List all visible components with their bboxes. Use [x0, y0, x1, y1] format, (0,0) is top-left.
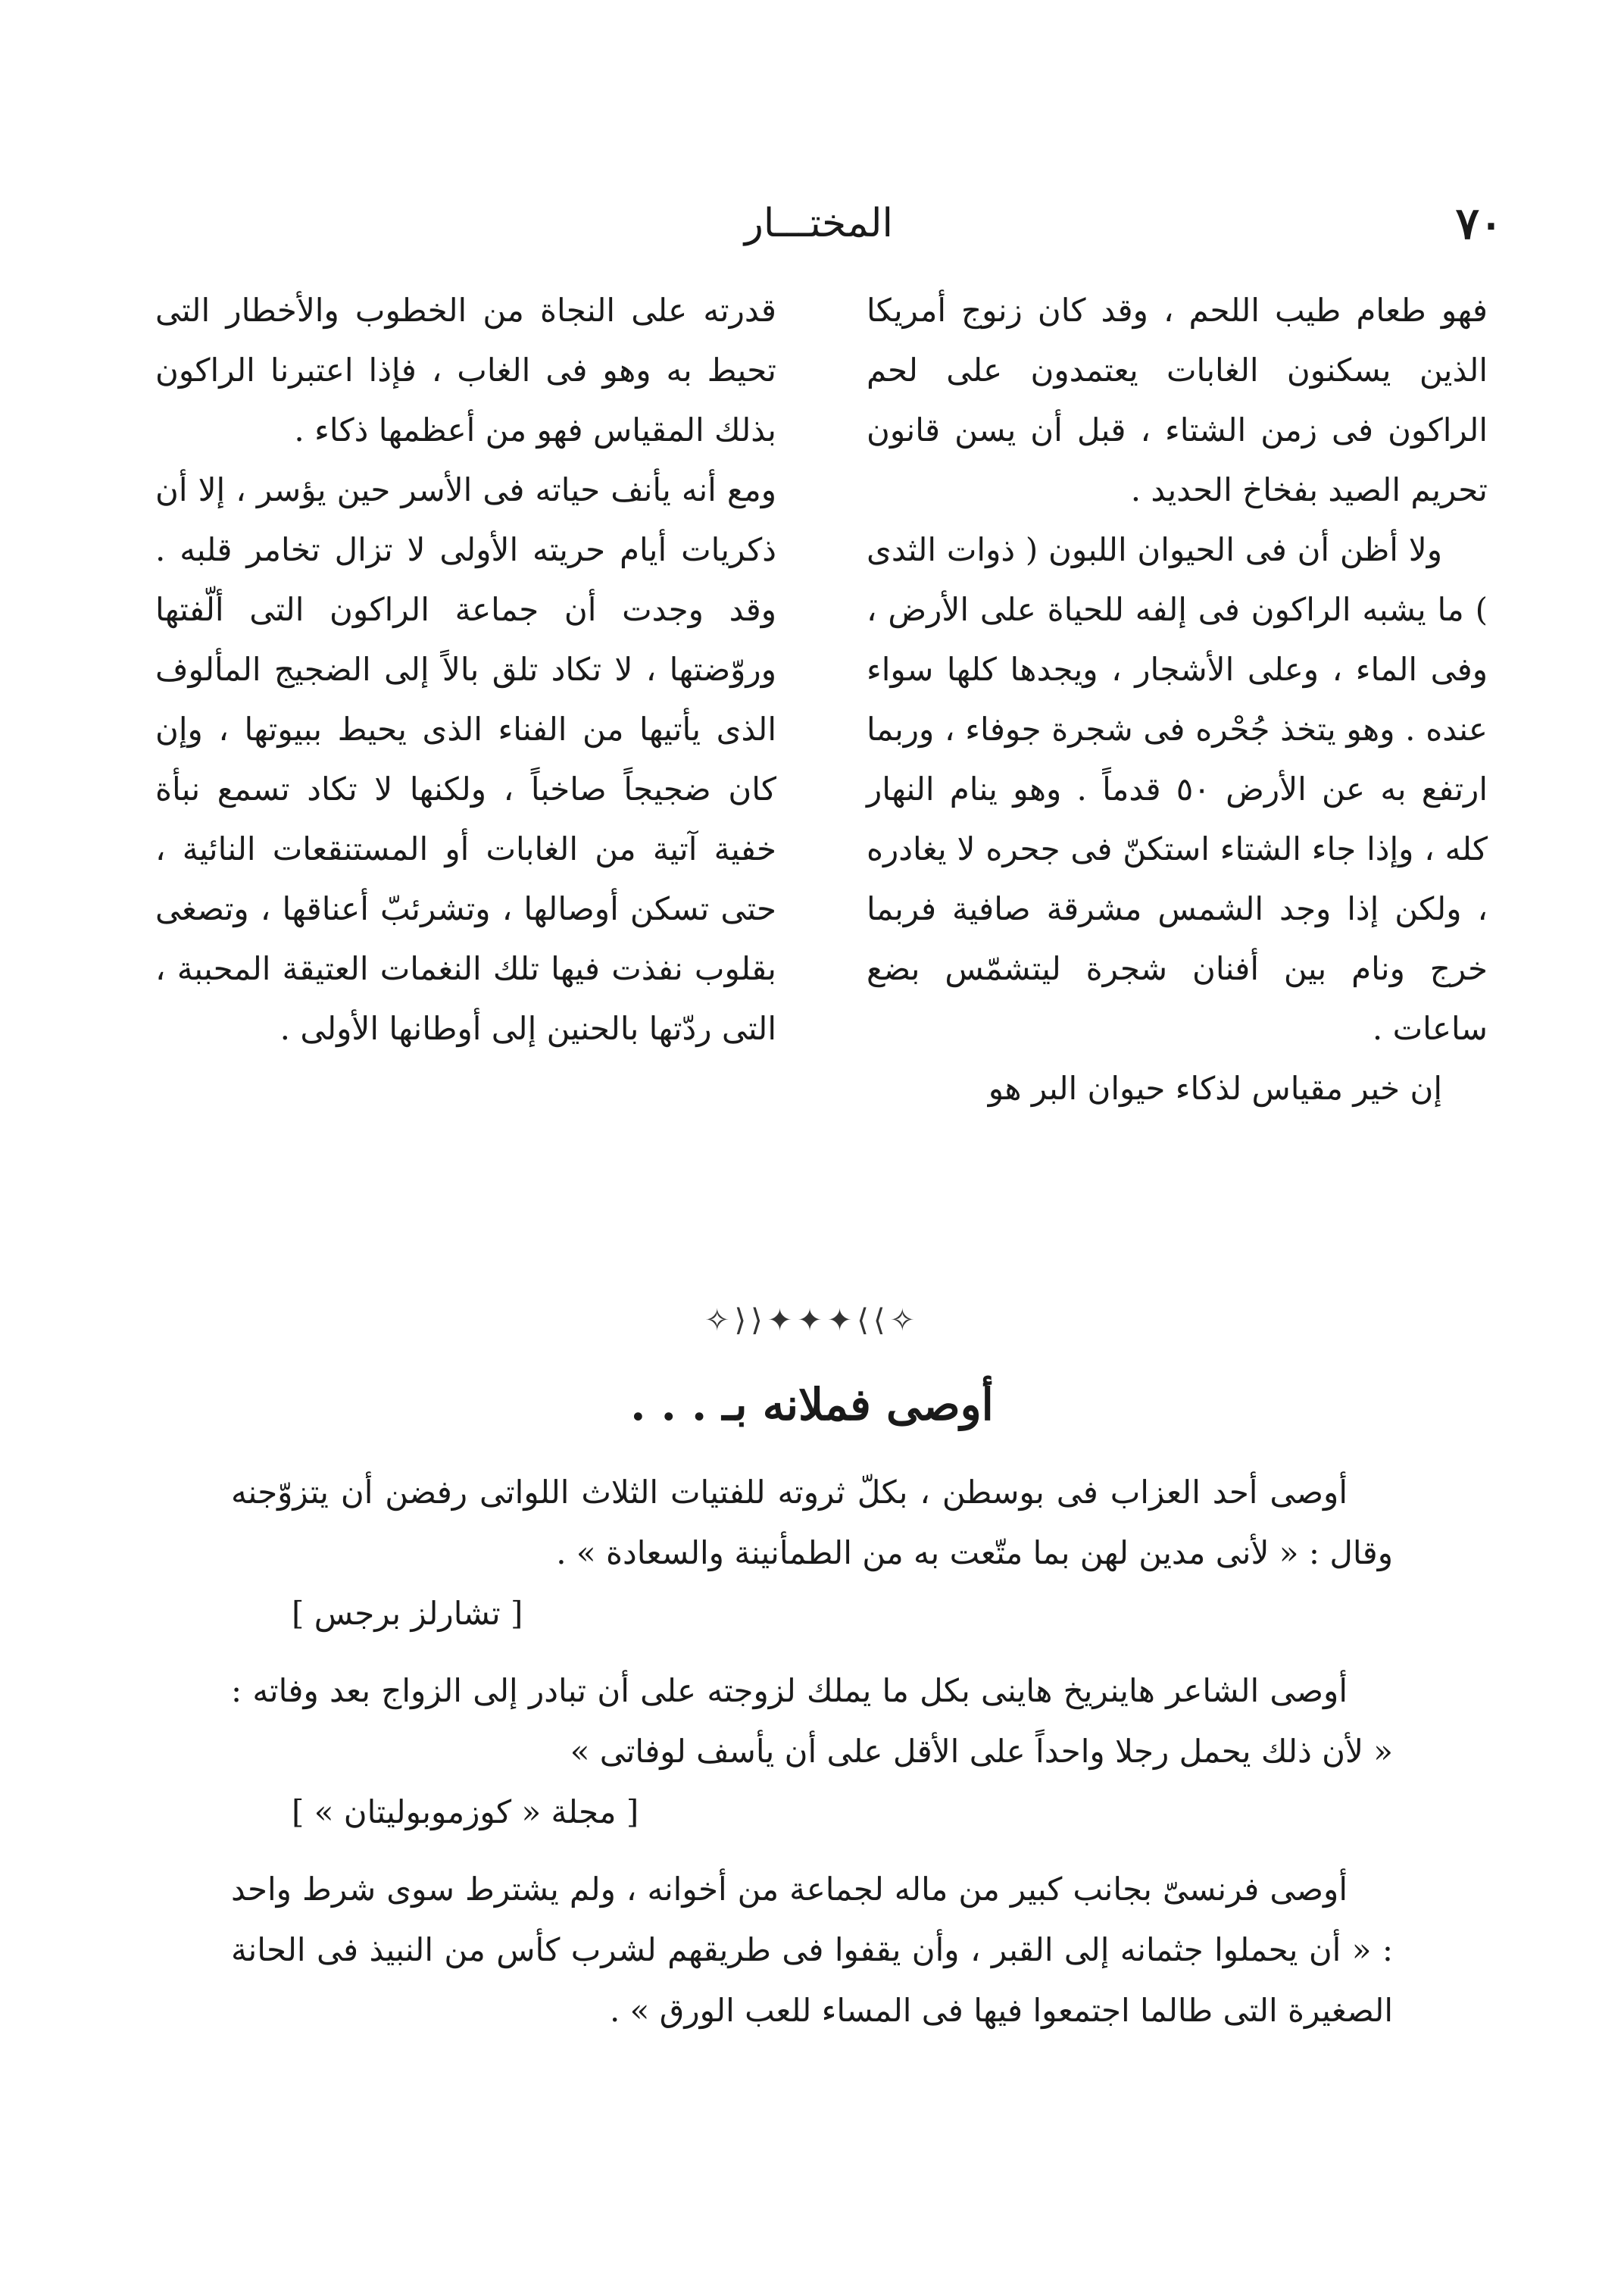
bequest-item [231, 1859, 1393, 2041]
running-title: المختـــار [744, 201, 893, 246]
paragraph: إن خير مقياس لذكاء حيوان البر هو [988, 1070, 1442, 1107]
page-number: ٧٠ [1455, 198, 1503, 249]
bequest-text: أوصى الشاعر هاينريخ هاينى بكل ما يملك لزوجته على أن تبادر إلى الزواج بعد وفاته : « لأن ذلك يحمل رجلا واحداً على الأقل على أن يأسف لوفاتى » [231, 1672, 1393, 1770]
paragraph: فهو طعام طيب اللحم ، وقد كان زنوج أمريكا الذين يسكنون الغابات يعتمدون على لحم الراكون فى زمن الشتاء ، قبل أن يسن قانون تحريم الصيد بفخاخ الحديد . [867, 292, 1488, 508]
paragraph: قدرته على النجاة من الخطوب والأخطار التى تحيط به وهو فى الغاب ، فإذا اعتبرنا الراكون بذلك المقياس فهو من أعظمها ذكاء . [155, 292, 776, 449]
bequest-text: أوصى أحد العزاب فى بوسطن ، بكلّ ثروته للفتيات الثلاث اللواتى رفضن أن يتزوّجنه وقال : « لأنى مدين لهن بما متّعت به من الطمأنينة والسعادة » . [231, 1474, 1393, 1571]
ornament-divider: ✧⟩⟩✦✦✦⟨⟨✧ [704, 1303, 920, 1338]
right-column [867, 280, 1488, 1273]
page-header [121, 189, 1503, 258]
paragraph: ومع أنه يأنف حياته فى الأسر حين يؤسر ، إلا أن ذكريات أيام حريته الأولى لا تزال تخامر قلبه . وقد وجدت أن جماعة الراكون التى ألّفتها وروّضتها ، لا تكاد تلق بالاً إلى الضجيج المألوف الذى يأتيها من الفناء الذى يحيط ببيوتها ، وإن كان ضجيجاً صاخباً ، ولكنها لا تكاد تسمع نبأة خفية آتية من الغابات أو المستنقعات النائية ، حتى تسكن أوصالها ، وتشرئبّ أعناقها ، وتصغى بقلوب نفذت فيها تلك النغمات العتيقة المحببة ، التى ردّتها بالحنين إلى أوطانها الأولى . [155, 471, 776, 1047]
bequest-item [231, 1462, 1393, 1644]
bequest-text: أوصى فرنسىّ بجانب كبير من ماله لجماعة من أخوانه ، ولم يشترط سوى شرط واحد : « أن يحملوا جثمانه إلى القبر ، وأن يقفوا فى طريقهم لشرب كأس من النبيذ فى الحانة الصغيرة التى طالما اجتمعوا فيها فى المساء للعب الورق » . [231, 1871, 1393, 2029]
left-column [155, 280, 776, 1273]
paragraph: ولا أظن أن فى الحيوان اللبون ( ذوات الثدى ) ما يشبه الراكون فى إلفه للحياة على الأرض ، وفى الماء ، وعلى الأشجار ، ويجدها كلها سواء عنده . وهو يتخذ جُحْره فى شجرة جوفاء ، وربما ارتفع به عن الأرض ٥٠ قدماً . وهو ينام النهار كله ، وإذا جاء الشتاء استكنّ فى جحره لا يغادره ، ولكن إذا وجد الشمس مشرقة صافية فربما خرج ونام بين أفنان شجرة ليتشمّس بضع ساعات . [867, 531, 1488, 1047]
two-column-body [155, 280, 1488, 1273]
bequest-item [231, 1661, 1393, 1843]
bequest-source: [ تشارلز برجس ] [292, 1595, 523, 1632]
section-title: أوصى فملانه بـ . . . [630, 1379, 994, 1430]
bequest-source: [ مجلة « كوزموبوليتان » ] [292, 1793, 639, 1830]
bequests-section [231, 1462, 1393, 2058]
